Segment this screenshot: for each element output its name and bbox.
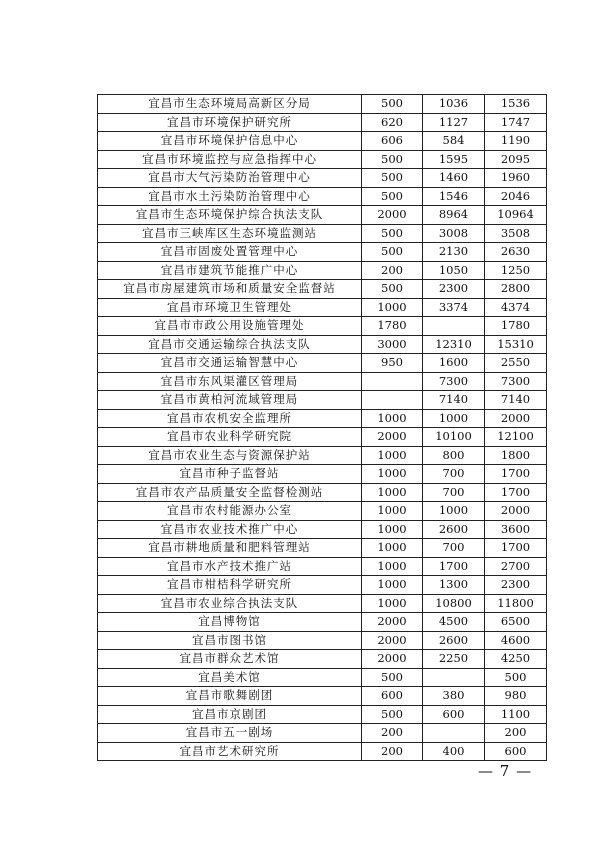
value-a-cell: 500 (362, 668, 423, 687)
value-a-cell: 500 (362, 150, 423, 169)
total-cell: 1780 (485, 317, 547, 336)
value-a-cell: 3000 (362, 335, 423, 354)
table-row (98, 206, 547, 225)
total-cell: 6500 (485, 613, 547, 632)
value-b-cell: 1546 (423, 187, 485, 206)
total-cell: 1250 (485, 261, 547, 280)
total-cell: 3508 (485, 224, 547, 243)
total-cell: 600 (485, 742, 547, 761)
total-cell: 2000 (485, 502, 547, 521)
value-b-cell: 700 (423, 465, 485, 484)
unit-name-cell: 宜昌市种子监督站 (98, 465, 362, 484)
total-cell: 2550 (485, 354, 547, 373)
total-cell: 1747 (485, 113, 547, 132)
table-row (98, 428, 547, 447)
value-b-cell: 2600 (423, 520, 485, 539)
value-b-cell: 7140 (423, 391, 485, 410)
value-b-cell: 2130 (423, 243, 485, 262)
table-row (98, 132, 547, 151)
value-a-cell: 1000 (362, 539, 423, 558)
total-cell: 980 (485, 687, 547, 706)
value-a-cell: 1780 (362, 317, 423, 336)
unit-name-cell: 宜昌市农业科学研究院 (98, 428, 362, 447)
value-b-cell: 1600 (423, 354, 485, 373)
table-row (98, 668, 547, 687)
table-row (98, 243, 547, 262)
table-row (98, 150, 547, 169)
unit-name-cell: 宜昌市生态环境局高新区分局 (98, 95, 362, 114)
unit-name-cell: 宜昌市农产品质量安全监督检测站 (98, 483, 362, 502)
value-b-cell: 3374 (423, 298, 485, 317)
unit-name-cell: 宜昌市农业技术推广中心 (98, 520, 362, 539)
total-cell: 1100 (485, 705, 547, 724)
table-row (98, 724, 547, 743)
table-row (98, 483, 547, 502)
unit-name-cell: 宜昌市东风渠灌区管理局 (98, 372, 362, 391)
value-a-cell: 500 (362, 169, 423, 188)
unit-name-cell: 宜昌市水产技术推广站 (98, 557, 362, 576)
value-b-cell: 1700 (423, 557, 485, 576)
unit-name-cell: 宜昌市环境监控与应急指挥中心 (98, 150, 362, 169)
unit-name-cell: 宜昌市房屋建筑市场和质量安全监督站 (98, 280, 362, 299)
table-row (98, 95, 547, 114)
page-number: — 7 — (478, 762, 533, 780)
unit-name-cell: 宜昌市大气污染防治管理中心 (98, 169, 362, 188)
unit-name-cell: 宜昌市环境保护信息中心 (98, 132, 362, 151)
table-row (98, 280, 547, 299)
value-a-cell: 620 (362, 113, 423, 132)
value-b-cell (423, 668, 485, 687)
value-a-cell: 500 (362, 705, 423, 724)
value-b-cell: 4500 (423, 613, 485, 632)
unit-name-cell: 宜昌市群众艺术馆 (98, 650, 362, 669)
value-b-cell (423, 317, 485, 336)
total-cell: 10964 (485, 206, 547, 225)
total-cell: 4374 (485, 298, 547, 317)
value-a-cell: 1000 (362, 465, 423, 484)
value-b-cell (423, 724, 485, 743)
value-b-cell: 1300 (423, 576, 485, 595)
table-row (98, 335, 547, 354)
value-a-cell: 1000 (362, 594, 423, 613)
total-cell: 2000 (485, 409, 547, 428)
value-a-cell: 500 (362, 187, 423, 206)
value-a-cell: 1000 (362, 557, 423, 576)
table-row (98, 113, 547, 132)
value-a-cell: 500 (362, 280, 423, 299)
value-b-cell: 8964 (423, 206, 485, 225)
unit-name-cell: 宜昌市交通运输智慧中心 (98, 354, 362, 373)
table-row (98, 187, 547, 206)
value-a-cell: 1000 (362, 576, 423, 595)
unit-name-cell: 宜昌市生态环境保护综合执法支队 (98, 206, 362, 225)
value-a-cell: 606 (362, 132, 423, 151)
value-a-cell (362, 372, 423, 391)
value-b-cell: 600 (423, 705, 485, 724)
total-cell: 1700 (485, 539, 547, 558)
total-cell: 3600 (485, 520, 547, 539)
table-row (98, 557, 547, 576)
total-cell: 1700 (485, 483, 547, 502)
unit-name-cell: 宜昌美术馆 (98, 668, 362, 687)
value-a-cell: 2000 (362, 206, 423, 225)
unit-name-cell: 宜昌市市政公用设施管理处 (98, 317, 362, 336)
table-row (98, 317, 547, 336)
value-b-cell: 10100 (423, 428, 485, 447)
value-b-cell: 380 (423, 687, 485, 706)
unit-name-cell: 宜昌市农村能源办公室 (98, 502, 362, 521)
table-row (98, 298, 547, 317)
value-b-cell: 1000 (423, 409, 485, 428)
value-a-cell: 600 (362, 687, 423, 706)
value-b-cell: 2250 (423, 650, 485, 669)
total-cell: 11800 (485, 594, 547, 613)
value-b-cell: 584 (423, 132, 485, 151)
value-a-cell: 1000 (362, 520, 423, 539)
unit-name-cell: 宜昌市柑桔科学研究所 (98, 576, 362, 595)
table-row (98, 224, 547, 243)
unit-name-cell: 宜昌市农业生态与资源保护站 (98, 446, 362, 465)
total-cell: 1700 (485, 465, 547, 484)
value-a-cell: 200 (362, 724, 423, 743)
total-cell: 1960 (485, 169, 547, 188)
value-b-cell: 800 (423, 446, 485, 465)
value-a-cell: 200 (362, 742, 423, 761)
total-cell: 2300 (485, 576, 547, 595)
table-row (98, 520, 547, 539)
total-cell: 2800 (485, 280, 547, 299)
value-b-cell: 1460 (423, 169, 485, 188)
value-b-cell: 1000 (423, 502, 485, 521)
table-row (98, 391, 547, 410)
value-b-cell: 7300 (423, 372, 485, 391)
total-cell: 12100 (485, 428, 547, 447)
value-b-cell: 2600 (423, 631, 485, 650)
unit-name-cell: 宜昌市农业综合执法支队 (98, 594, 362, 613)
table-row (98, 631, 547, 650)
value-b-cell: 700 (423, 483, 485, 502)
value-b-cell: 400 (423, 742, 485, 761)
value-a-cell: 200 (362, 261, 423, 280)
unit-name-cell: 宜昌市环境卫生管理处 (98, 298, 362, 317)
value-a-cell: 1000 (362, 483, 423, 502)
value-a-cell: 2000 (362, 631, 423, 650)
unit-name-cell: 宜昌市交通运输综合执法支队 (98, 335, 362, 354)
table-row (98, 687, 547, 706)
total-cell: 500 (485, 668, 547, 687)
table-row (98, 169, 547, 188)
unit-name-cell: 宜昌市歌舞剧团 (98, 687, 362, 706)
total-cell: 2700 (485, 557, 547, 576)
value-a-cell: 1000 (362, 298, 423, 317)
table-row (98, 539, 547, 558)
value-b-cell: 700 (423, 539, 485, 558)
unit-name-cell: 宜昌市农机安全监理所 (98, 409, 362, 428)
unit-name-cell: 宜昌市黄柏河流域管理局 (98, 391, 362, 410)
unit-name-cell: 宜昌市耕地质量和肥料管理站 (98, 539, 362, 558)
total-cell: 1800 (485, 446, 547, 465)
value-a-cell: 2000 (362, 650, 423, 669)
table-row (98, 705, 547, 724)
value-b-cell: 1595 (423, 150, 485, 169)
value-a-cell: 500 (362, 243, 423, 262)
value-a-cell (362, 391, 423, 410)
unit-name-cell: 宜昌市艺术研究所 (98, 742, 362, 761)
total-cell: 15310 (485, 335, 547, 354)
value-b-cell: 1050 (423, 261, 485, 280)
table-row (98, 502, 547, 521)
unit-name-cell: 宜昌市五一剧场 (98, 724, 362, 743)
table-row (98, 594, 547, 613)
total-cell: 4250 (485, 650, 547, 669)
unit-name-cell: 宜昌市建筑节能推广中心 (98, 261, 362, 280)
table-body (98, 95, 547, 761)
total-cell: 2630 (485, 243, 547, 262)
table-row (98, 742, 547, 761)
table-row (98, 650, 547, 669)
total-cell: 1536 (485, 95, 547, 114)
value-a-cell: 500 (362, 95, 423, 114)
total-cell: 2095 (485, 150, 547, 169)
table-row (98, 446, 547, 465)
total-cell: 2046 (485, 187, 547, 206)
value-a-cell: 500 (362, 224, 423, 243)
value-a-cell: 2000 (362, 613, 423, 632)
unit-name-cell: 宜昌市图书馆 (98, 631, 362, 650)
table-row (98, 576, 547, 595)
table-row (98, 261, 547, 280)
unit-name-cell: 宜昌市环境保护研究所 (98, 113, 362, 132)
unit-name-cell: 宜昌市水土污染防治管理中心 (98, 187, 362, 206)
value-b-cell: 12310 (423, 335, 485, 354)
total-cell: 1190 (485, 132, 547, 151)
value-a-cell: 1000 (362, 409, 423, 428)
value-a-cell: 1000 (362, 446, 423, 465)
unit-name-cell: 宜昌市京剧团 (98, 705, 362, 724)
total-cell: 7140 (485, 391, 547, 410)
value-b-cell: 10800 (423, 594, 485, 613)
value-a-cell: 950 (362, 354, 423, 373)
table-row (98, 613, 547, 632)
value-a-cell: 2000 (362, 428, 423, 447)
unit-name-cell: 宜昌市固废处置管理中心 (98, 243, 362, 262)
total-cell: 200 (485, 724, 547, 743)
total-cell: 4600 (485, 631, 547, 650)
unit-name-cell: 宜昌市三峡库区生态环境监测站 (98, 224, 362, 243)
value-b-cell: 3008 (423, 224, 485, 243)
value-b-cell: 1036 (423, 95, 485, 114)
unit-name-cell: 宜昌博物馆 (98, 613, 362, 632)
value-b-cell: 1127 (423, 113, 485, 132)
value-a-cell: 1000 (362, 502, 423, 521)
table-row (98, 354, 547, 373)
total-cell: 7300 (485, 372, 547, 391)
table-row (98, 372, 547, 391)
table-row (98, 409, 547, 428)
table-row (98, 465, 547, 484)
value-b-cell: 2300 (423, 280, 485, 299)
budget-table (97, 94, 547, 761)
